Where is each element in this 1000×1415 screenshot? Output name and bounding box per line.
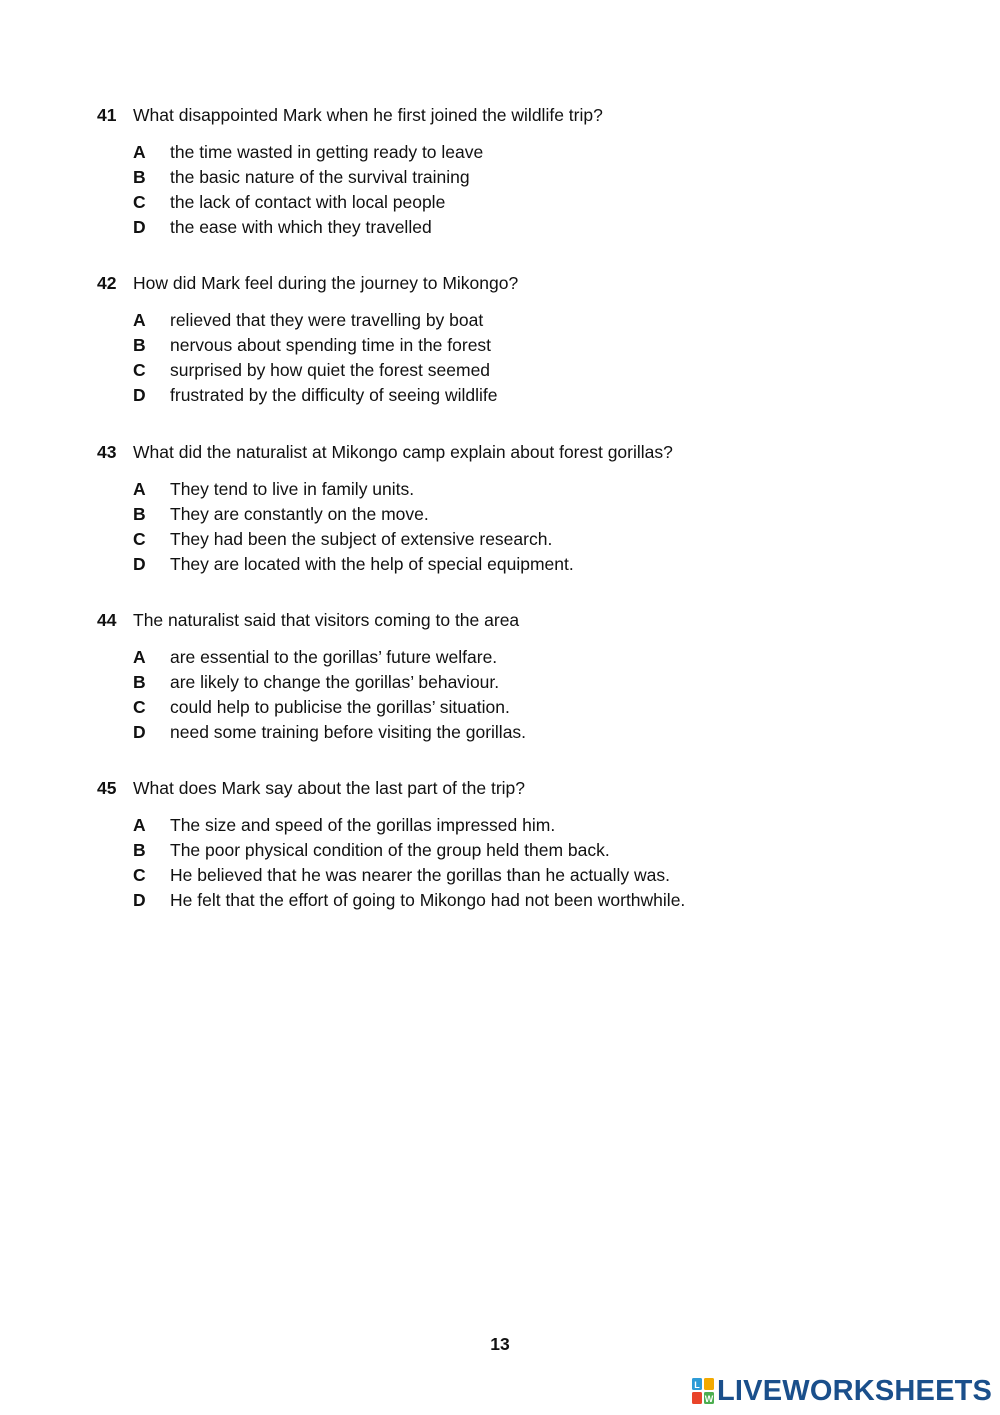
option-c[interactable]	[133, 863, 957, 888]
option-text: need some training before visiting the gorillas.	[170, 722, 527, 742]
option-letter: B	[133, 672, 146, 692]
option-b[interactable]	[133, 333, 957, 358]
question-number: 41	[97, 105, 117, 125]
question-stem	[97, 440, 957, 465]
option-a[interactable]	[133, 813, 957, 838]
option-b[interactable]	[133, 165, 957, 190]
option-b[interactable]	[133, 838, 957, 863]
option-text: the lack of contact with local people	[170, 192, 446, 212]
option-letter: B	[133, 167, 146, 187]
option-text: He believed that he was nearer the gorillas than he actually was.	[170, 865, 671, 885]
option-text: The size and speed of the gorillas impressed him.	[170, 815, 556, 835]
option-text: could help to publicise the gorillas’ situation.	[170, 697, 510, 717]
option-letter: C	[133, 192, 146, 212]
option-a[interactable]	[133, 140, 957, 165]
option-letter: D	[133, 722, 146, 742]
option-b[interactable]	[133, 502, 957, 527]
option-text: They tend to live in family units.	[170, 479, 415, 499]
option-list	[97, 477, 957, 577]
option-list	[97, 645, 957, 745]
page-number: 13	[490, 1334, 510, 1354]
option-text: They are located with the help of special equipment.	[170, 554, 574, 574]
option-letter: C	[133, 529, 146, 549]
question-number: 44	[97, 610, 117, 630]
option-d[interactable]	[133, 720, 957, 745]
option-list	[97, 308, 957, 408]
option-c[interactable]	[133, 695, 957, 720]
option-letter: A	[133, 479, 146, 499]
option-letter: A	[133, 310, 146, 330]
question-45	[97, 776, 957, 913]
question-text: What did the naturalist at Mikongo camp explain about forest gorillas?	[133, 442, 673, 462]
liveworksheets-logo-icon	[692, 1378, 714, 1404]
option-text: The poor physical condition of the group held them back.	[170, 840, 610, 860]
option-c[interactable]	[133, 527, 957, 552]
option-text: nervous about spending time in the forest	[170, 335, 492, 355]
option-letter: D	[133, 554, 146, 574]
option-letter: D	[133, 385, 146, 405]
option-letter: A	[133, 815, 146, 835]
question-41	[97, 103, 957, 240]
option-text: the time wasted in getting ready to leave	[170, 142, 484, 162]
option-letter: D	[133, 217, 146, 237]
question-number: 45	[97, 778, 117, 798]
option-text: are essential to the gorillas’ future welfare.	[170, 647, 498, 667]
option-text: They had been the subject of extensive research.	[170, 529, 553, 549]
question-text: What does Mark say about the last part of the trip?	[133, 778, 526, 798]
option-list	[97, 813, 957, 913]
option-letter: B	[133, 335, 146, 355]
question-number: 42	[97, 273, 117, 293]
question-42	[97, 271, 957, 408]
option-list	[97, 140, 957, 240]
option-letter: D	[133, 890, 146, 910]
logo-letter-w: W	[704, 1394, 714, 1404]
option-d[interactable]	[133, 888, 957, 913]
question-stem	[97, 271, 957, 296]
option-d[interactable]	[133, 383, 957, 408]
option-text: They are constantly on the move.	[170, 504, 429, 524]
option-letter: B	[133, 504, 146, 524]
watermark-text: LIVEWORKSHEETS	[717, 1375, 993, 1407]
option-letter: A	[133, 647, 146, 667]
option-text: are likely to change the gorillas’ behaviour.	[170, 672, 500, 692]
question-number: 43	[97, 442, 117, 462]
option-c[interactable]	[133, 358, 957, 383]
question-stem	[97, 103, 957, 128]
logo-letter-l: L	[694, 1380, 700, 1390]
option-text: surprised by how quiet the forest seemed	[170, 360, 491, 380]
option-c[interactable]	[133, 190, 957, 215]
option-b[interactable]	[133, 670, 957, 695]
option-letter: C	[133, 697, 146, 717]
liveworksheets-watermark[interactable]	[692, 1374, 992, 1408]
option-letter: A	[133, 142, 146, 162]
question-stem	[97, 608, 957, 633]
option-a[interactable]	[133, 308, 957, 333]
option-letter: B	[133, 840, 146, 860]
option-text: relieved that they were travelling by boat	[170, 310, 484, 330]
option-text: the basic nature of the survival training	[170, 167, 470, 187]
question-text: The naturalist said that visitors coming to the area	[133, 610, 520, 630]
option-letter: C	[133, 865, 146, 885]
option-text: frustrated by the difficulty of seeing wildlife	[170, 385, 498, 405]
option-d[interactable]	[133, 552, 957, 577]
question-stem	[97, 776, 957, 801]
option-letter: C	[133, 360, 146, 380]
option-a[interactable]	[133, 645, 957, 670]
option-a[interactable]	[133, 477, 957, 502]
option-text: the ease with which they travelled	[170, 217, 432, 237]
question-43	[97, 440, 957, 577]
question-44	[97, 608, 957, 745]
option-text: He felt that the effort of going to Mikongo had not been worthwhile.	[170, 890, 686, 910]
question-text: How did Mark feel during the journey to Mikongo?	[133, 273, 519, 293]
option-d[interactable]	[133, 215, 957, 240]
question-text: What disappointed Mark when he first joined the wildlife trip?	[133, 105, 603, 125]
